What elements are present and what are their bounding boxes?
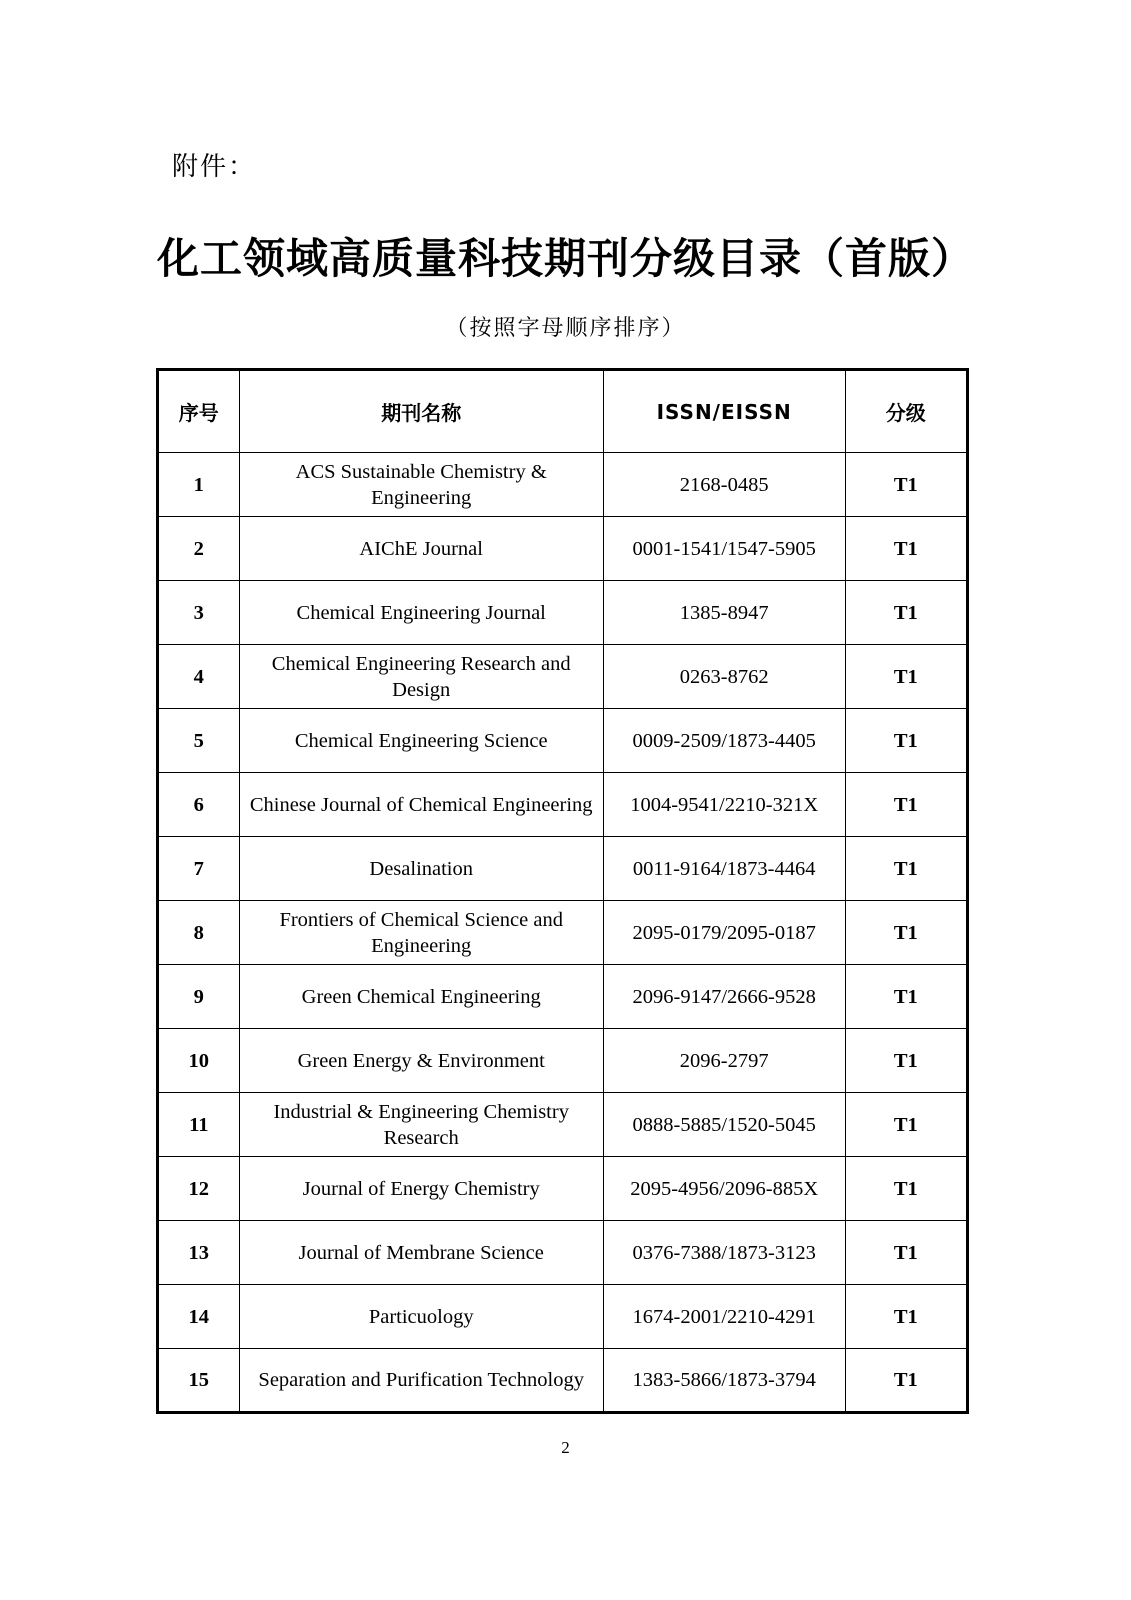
journal-name: Frontiers of Chemical Science and Engineering: [239, 901, 603, 965]
journal-name: Chemical Engineering Journal: [239, 581, 603, 645]
table-row: [158, 1349, 968, 1413]
table-row: [158, 1093, 968, 1157]
row-number: 5: [158, 709, 240, 773]
table-row: [158, 1029, 968, 1093]
table-body: [158, 453, 968, 1413]
table-header: [158, 370, 968, 453]
header-name: 期刊名称: [239, 370, 603, 453]
journal-grade: T1: [845, 837, 967, 901]
journal-issn: 2168-0485: [603, 453, 845, 517]
table-row: [158, 581, 968, 645]
page-number: 2: [561, 1438, 570, 1457]
journal-grade: T1: [845, 453, 967, 517]
journal-grade: T1: [845, 965, 967, 1029]
table-row: [158, 517, 968, 581]
table-row: [158, 453, 968, 517]
row-number: 15: [158, 1349, 240, 1413]
journal-issn: 2095-4956/2096-885X: [603, 1157, 845, 1221]
journal-issn: 1004-9541/2210-321X: [603, 773, 845, 837]
table-row: [158, 965, 968, 1029]
row-number: 7: [158, 837, 240, 901]
header-row: [158, 370, 968, 453]
table-row: [158, 1221, 968, 1285]
journal-name: Separation and Purification Technology: [239, 1349, 603, 1413]
row-number: 3: [158, 581, 240, 645]
journal-issn: 0011-9164/1873-4464: [603, 837, 845, 901]
journal-issn: 0263-8762: [603, 645, 845, 709]
header-grade: 分级: [845, 370, 967, 453]
row-number: 8: [158, 901, 240, 965]
table-row: [158, 773, 968, 837]
row-number: 9: [158, 965, 240, 1029]
table-row: [158, 837, 968, 901]
journal-grade: T1: [845, 773, 967, 837]
journal-issn: 0888-5885/1520-5045: [603, 1093, 845, 1157]
journal-issn: 1674-2001/2210-4291: [603, 1285, 845, 1349]
journal-name: Particuology: [239, 1285, 603, 1349]
table-row: [158, 1285, 968, 1349]
journal-grade: T1: [845, 645, 967, 709]
header-no: 序号: [158, 370, 240, 453]
table-row: [158, 709, 968, 773]
journal-name: Journal of Membrane Science: [239, 1221, 603, 1285]
journal-issn: 0009-2509/1873-4405: [603, 709, 845, 773]
row-number: 2: [158, 517, 240, 581]
journal-issn: 0001-1541/1547-5905: [603, 517, 845, 581]
journal-name: Green Energy & Environment: [239, 1029, 603, 1093]
journal-grade: T1: [845, 1157, 967, 1221]
journal-table: [156, 368, 969, 1414]
journal-issn: 1383-5866/1873-3794: [603, 1349, 845, 1413]
journal-grade: T1: [845, 1029, 967, 1093]
journal-name: Industrial & Engineering Chemistry Research: [239, 1093, 603, 1157]
document-title: 化工领域高质量科技期刊分级目录（首版）: [156, 234, 974, 283]
journal-name: AIChE Journal: [239, 517, 603, 581]
journal-grade: T1: [845, 709, 967, 773]
row-number: 14: [158, 1285, 240, 1349]
table-row: [158, 901, 968, 965]
journal-grade: T1: [845, 1349, 967, 1413]
journal-issn: 1385-8947: [603, 581, 845, 645]
journal-grade: T1: [845, 517, 967, 581]
journal-issn: 0376-7388/1873-3123: [603, 1221, 845, 1285]
row-number: 13: [158, 1221, 240, 1285]
header-issn: ISSN/EISSN: [603, 370, 845, 453]
document-subtitle: （按照字母顺序排序）: [445, 316, 686, 341]
row-number: 10: [158, 1029, 240, 1093]
attachment-label: 附件：: [172, 152, 257, 182]
journal-name: Green Chemical Engineering: [239, 965, 603, 1029]
journal-issn: 2096-2797: [603, 1029, 845, 1093]
journal-name: Chinese Journal of Chemical Engineering: [239, 773, 603, 837]
journal-name: Desalination: [239, 837, 603, 901]
journal-grade: T1: [845, 1093, 967, 1157]
row-number: 6: [158, 773, 240, 837]
journal-grade: T1: [845, 1285, 967, 1349]
journal-issn: 2096-9147/2666-9528: [603, 965, 845, 1029]
table-row: [158, 1157, 968, 1221]
journal-name: Journal of Energy Chemistry: [239, 1157, 603, 1221]
journal-name: ACS Sustainable Chemistry & Engineering: [239, 453, 603, 517]
journal-grade: T1: [845, 581, 967, 645]
journal-name: Chemical Engineering Science: [239, 709, 603, 773]
journal-grade: T1: [845, 901, 967, 965]
journal-grade: T1: [845, 1221, 967, 1285]
row-number: 12: [158, 1157, 240, 1221]
journal-name: Chemical Engineering Research and Design: [239, 645, 603, 709]
row-number: 1: [158, 453, 240, 517]
journal-issn: 2095-0179/2095-0187: [603, 901, 845, 965]
row-number: 4: [158, 645, 240, 709]
table-row: [158, 645, 968, 709]
row-number: 11: [158, 1093, 240, 1157]
